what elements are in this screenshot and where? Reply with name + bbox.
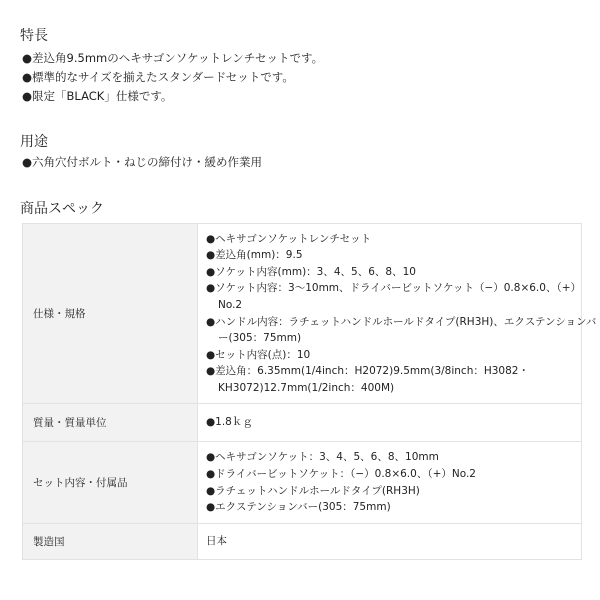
spec-line: ●ヘキサゴンソケット：3、4、5、6、8、10mm [206,451,439,464]
spec-line: ●差込角(mm)：9.5 [206,249,303,262]
list-item: ●差込角9.5mmのヘキサゴンソケットレンチセットです。 [22,51,324,65]
spec-line: No.2 [218,298,243,311]
spec-value-spec [198,224,597,404]
spec-line: ●ソケット内容(mm)：3、4、5、6、8、10 [206,265,416,278]
list-item: ●六角穴付ボルト・ねじの締付け・緩め作業用 [22,155,263,169]
spec-line: ●セット内容(点)：10 [206,348,311,361]
features-heading: 特長 [20,28,48,44]
usage-list [22,153,262,172]
specs-heading: 商品スペック [20,201,104,217]
table-row [23,524,582,560]
spec-label-origin: 製造国 [23,524,198,560]
spec-line: ●ソケット内容：3〜10mm、ドライバービットソケット（−）0.8×6.0、（+） [206,282,581,295]
table-row [23,404,582,442]
spec-value-weight [198,404,582,442]
spec-label-spec: 仕様・規格 [23,224,198,404]
spec-line: 日本 [206,535,227,548]
spec-line: ●ラチェットハンドルホールドタイプ(RH3H) [206,484,420,497]
spec-line: ●ハンドル内容：ラチェットハンドルホールドタイプ(RH3H)、エクステンションバ [206,315,597,328]
table-row [23,224,582,404]
spec-line: ●差込角：6.35mm(1/4inch：H2072)9.5mm(3/8inch：H3082・ [206,365,529,378]
spec-table [22,223,597,560]
spec-line: ー(305：75mm) [218,332,302,345]
spec-line: ●1.8ｋｇ [206,416,253,429]
list-item: ●限定「BLACK」仕様です。 [22,89,173,103]
list-item: ●標準的なサイズを揃えたスタンダードセットです。 [22,70,294,84]
spec-line: ●エクステンションバー(305：75mm) [206,501,391,514]
spec-line: ●ドライバービットソケット：（−）0.8×6.0、（+）No.2 [206,467,476,480]
spec-line: ●ヘキサゴンソケットレンチセット [206,232,372,245]
features-list [22,49,323,106]
spec-value-origin [198,524,582,560]
spec-line: KH3072)12.7mm(1/2inch：400M) [218,381,395,394]
spec-value-contents [198,442,582,524]
table-row [23,442,582,524]
usage-heading: 用途 [20,134,48,150]
spec-label-weight: 質量・質量単位 [23,404,198,442]
spec-label-contents: セット内容・付属品 [23,442,198,524]
